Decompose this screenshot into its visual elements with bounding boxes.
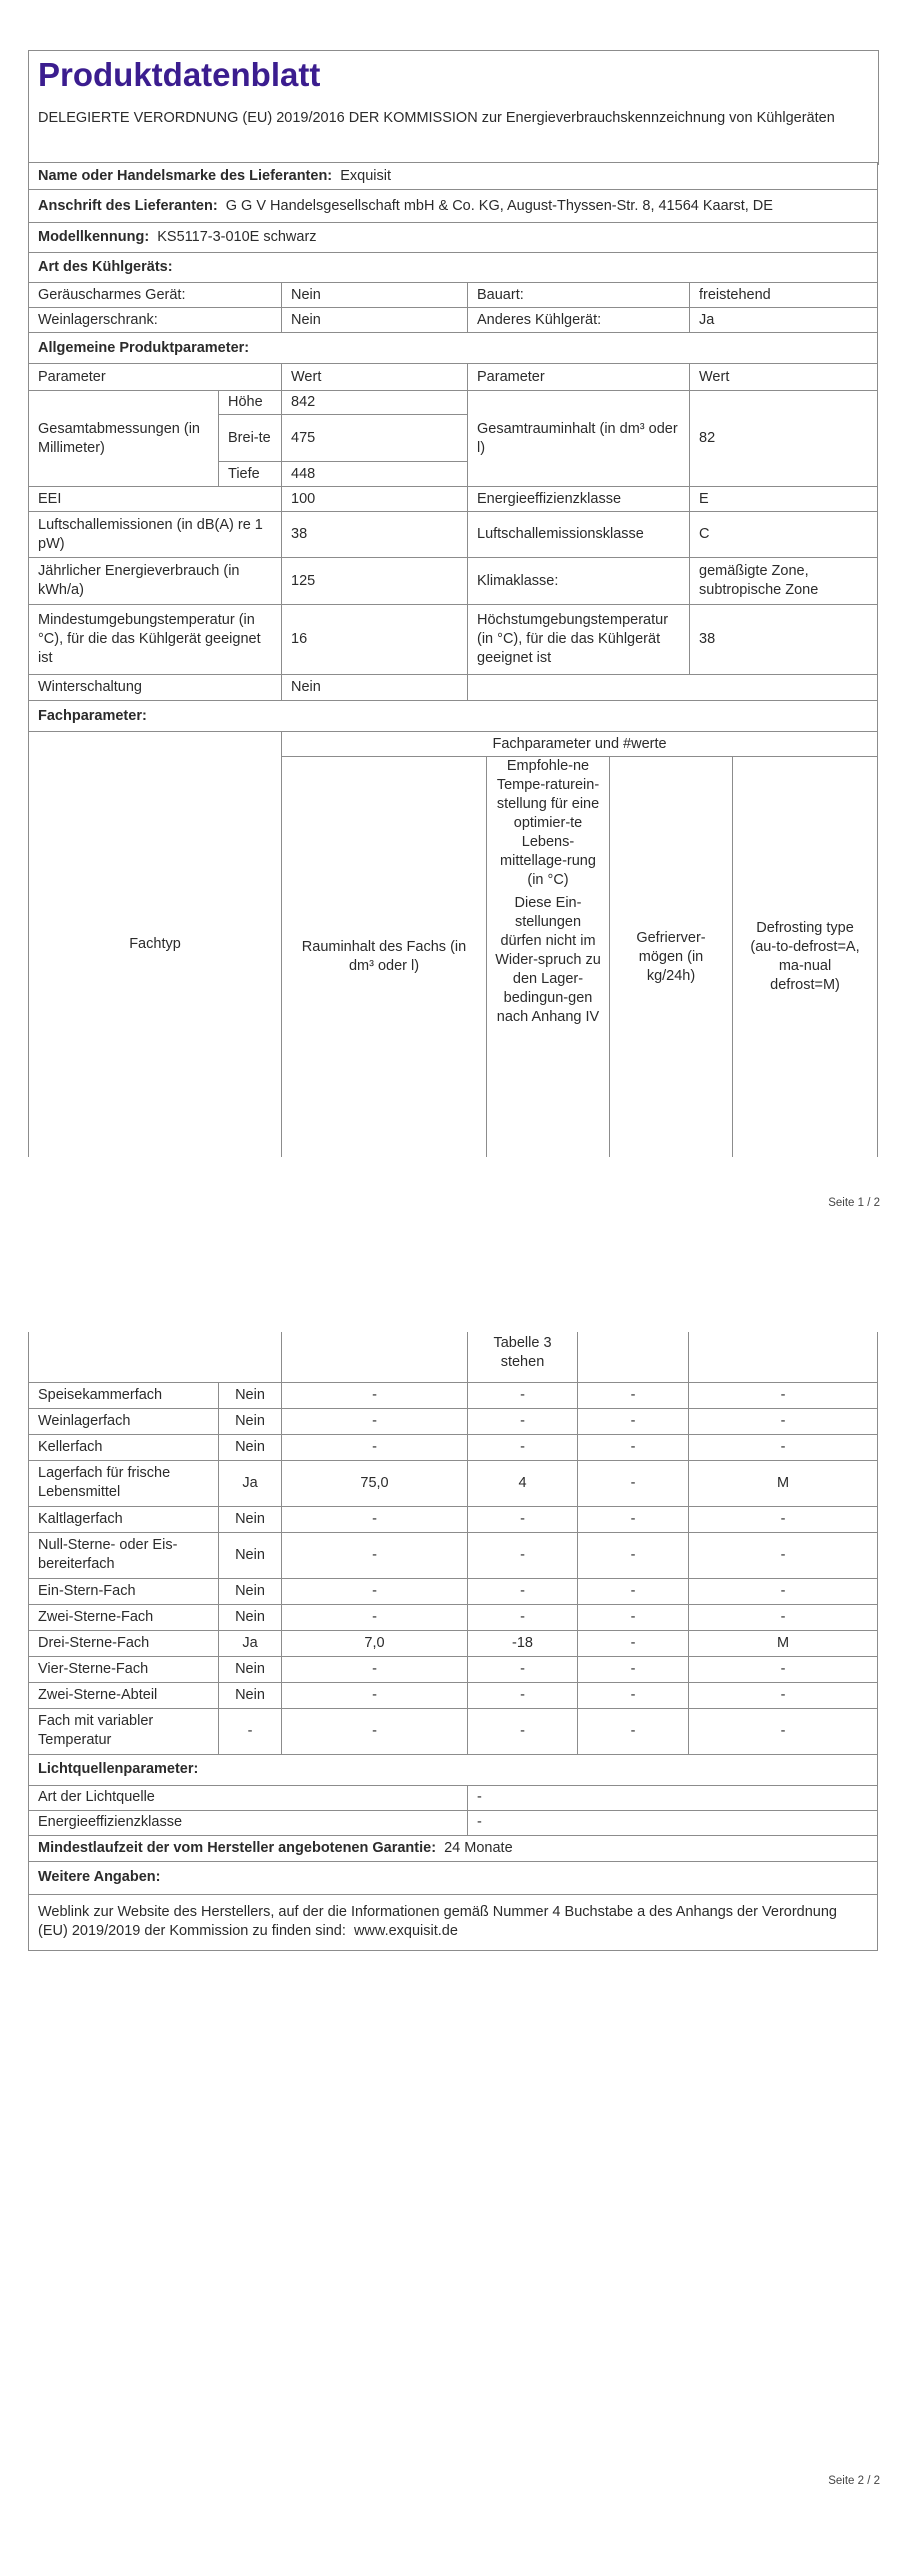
page2-footer: Seite 2 / 2 <box>828 2475 880 2487</box>
compartment-row <box>29 1532 878 1578</box>
col-volume-header: Rauminhalt des Fachs (in dm³ oder l) <box>282 757 487 1157</box>
compartment-present: Nein <box>219 1656 282 1682</box>
warranty-value: 24 Monate <box>444 1839 513 1856</box>
page1-table <box>28 162 878 1157</box>
compartment-row <box>29 1630 878 1656</box>
other-appliance-value: Ja <box>690 308 878 333</box>
compartment-temp: 4 <box>468 1460 578 1506</box>
compartment-present: Nein <box>219 1578 282 1604</box>
compartment-volume: - <box>282 1578 468 1604</box>
compartment-freeze: - <box>578 1604 689 1630</box>
noise-value: 38 <box>282 512 468 558</box>
noise-class-label: Luftschallemissionsklasse <box>468 512 690 558</box>
climate-class-value: gemäßigte Zone, subtropische Zone <box>690 558 878 605</box>
compartment-present: Nein <box>219 1382 282 1408</box>
width-value: 475 <box>282 415 468 462</box>
col-freeze-header: Gefrierver-mögen (in kg/24h) <box>610 757 733 1157</box>
compartment-volume: - <box>282 1434 468 1460</box>
supplier-value: Exquisit <box>340 167 391 184</box>
model-row <box>29 223 878 253</box>
compartment-defrost: - <box>689 1382 878 1408</box>
wine-cabinet-label: Weinlagerschrank: <box>29 308 282 333</box>
compartment-name: Ein-Stern-Fach <box>29 1578 219 1604</box>
compartment-freeze: - <box>578 1506 689 1532</box>
compartment-present: Nein <box>219 1506 282 1532</box>
depth-value: 448 <box>282 462 468 487</box>
warranty-row <box>29 1835 878 1861</box>
compartment-freeze: - <box>578 1682 689 1708</box>
compartment-temp: - <box>468 1506 578 1532</box>
compartment-volume: - <box>282 1708 468 1754</box>
further-heading: Weitere Angaben: <box>29 1861 878 1894</box>
depth-label: Tiefe <box>219 462 282 487</box>
compartment-row <box>29 1460 878 1506</box>
col-compartment-type: Fachtyp <box>29 732 282 1158</box>
compartment-freeze: - <box>578 1656 689 1682</box>
model-label: Modellkennung: <box>38 229 150 245</box>
total-volume-value: 82 <box>690 391 878 487</box>
compartment-volume: - <box>282 1408 468 1434</box>
noise-label: Luftschallemissionen (in dB(A) re 1 pW) <box>29 512 282 558</box>
col-param-header: Parameter <box>29 364 282 391</box>
compartment-name: Weinlagerfach <box>29 1408 219 1434</box>
page1-footer: Seite 1 / 2 <box>828 1197 880 1209</box>
compartment-temp: - <box>468 1682 578 1708</box>
climate-class-label: Klimaklasse: <box>468 558 690 605</box>
compartment-defrost: M <box>689 1460 878 1506</box>
regulation-text: DELEGIERTE VERORDNUNG (EU) 2019/2016 DER KOMMISSION zur Energieverbrauchskennzeichnung von Kühlgeräten <box>38 110 835 126</box>
compartment-present: Ja <box>219 1460 282 1506</box>
compartment-defrost: - <box>689 1604 878 1630</box>
compartment-temp: - <box>468 1434 578 1460</box>
compartment-defrost: - <box>689 1434 878 1460</box>
low-noise-value: Nein <box>282 283 468 308</box>
compartment-temp: - <box>468 1708 578 1754</box>
winter-mode-label: Winterschaltung <box>29 675 282 701</box>
page-title: Produktdatenblatt <box>38 56 321 93</box>
col-temp-part3: Tabelle 3 stehen <box>468 1332 578 1382</box>
compartment-freeze: - <box>578 1630 689 1656</box>
energy-class-label: Energieeffizienzklasse <box>468 487 690 512</box>
compartment-name: Zwei-Sterne-Abteil <box>29 1682 219 1708</box>
compartment-defrost: - <box>689 1656 878 1682</box>
compartment-row <box>29 1434 878 1460</box>
light-class-label: Energieeffizienzklasse <box>29 1810 468 1835</box>
other-appliance-label: Anderes Kühlgerät: <box>468 308 690 333</box>
compartment-row <box>29 1578 878 1604</box>
compartment-defrost: - <box>689 1708 878 1754</box>
page2-table <box>28 1332 878 1951</box>
compartment-name: Fach mit variabler Temperatur <box>29 1708 219 1754</box>
compartment-volume: - <box>282 1656 468 1682</box>
compartment-present: Nein <box>219 1682 282 1708</box>
design-value: freistehend <box>690 283 878 308</box>
compartment-freeze: - <box>578 1434 689 1460</box>
compartment-name: Drei-Sterne-Fach <box>29 1630 219 1656</box>
compartment-volume: - <box>282 1532 468 1578</box>
compartment-present: Ja <box>219 1630 282 1656</box>
compartment-temp: - <box>468 1382 578 1408</box>
compartment-row <box>29 1682 878 1708</box>
further-row <box>29 1894 878 1950</box>
height-value: 842 <box>282 391 468 415</box>
compartment-freeze: - <box>578 1408 689 1434</box>
compartment-name: Vier-Sterne-Fach <box>29 1656 219 1682</box>
eei-value: 100 <box>282 487 468 512</box>
width-label: Brei-te <box>219 415 282 462</box>
compartment-name: Zwei-Sterne-Fach <box>29 1604 219 1630</box>
general-heading: Allgemeine Produktparameter: <box>29 333 878 364</box>
compartment-freeze: - <box>578 1532 689 1578</box>
light-type-value: - <box>468 1785 878 1810</box>
compartment-present: Nein <box>219 1408 282 1434</box>
compartment-present: Nein <box>219 1434 282 1460</box>
model-value: KS5117-3-010E schwarz <box>157 229 317 245</box>
winter-mode-value: Nein <box>282 675 468 701</box>
continued-freeze-cell <box>578 1332 689 1382</box>
dimensions-label: Gesamtabmessungen (in Millimeter) <box>29 391 219 487</box>
light-heading: Lichtquellenparameter: <box>29 1754 878 1785</box>
compartment-name: Null-Sterne- oder Eis-bereiterfach <box>29 1532 219 1578</box>
appliance-type-heading: Art des Kühlgeräts: <box>29 253 878 283</box>
design-label: Bauart: <box>468 283 690 308</box>
manufacturer-link[interactable]: www.exquisit.de <box>353 1923 458 1939</box>
compartment-row <box>29 1708 878 1754</box>
compartment-row <box>29 1382 878 1408</box>
warranty-label: Mindestlaufzeit der vom Hersteller angebotenen Garantie: <box>38 1839 437 1856</box>
compartment-temp: - <box>468 1604 578 1630</box>
compartment-name: Kellerfach <box>29 1434 219 1460</box>
compartment-temp: - <box>468 1408 578 1434</box>
address-label: Anschrift des Lieferanten: <box>38 197 218 214</box>
compartment-present: Nein <box>219 1604 282 1630</box>
continued-volume-cell <box>282 1332 468 1382</box>
supplier-label: Name oder Handelsmarke des Lieferanten: <box>38 167 333 184</box>
compartment-volume: - <box>282 1382 468 1408</box>
further-text: Weblink zur Website des Herstellers, auf der die Informationen gemäß Nummer 4 Buchstabe a des Anhangs der Verordnung (EU) 2019/2019 der Kommission zu finden sind: <box>38 1904 838 1939</box>
compartment-defrost: - <box>689 1408 878 1434</box>
address-value: G G V Handelsgesellschaft mbH & Co. KG, August-Thyssen-Str. 8, 41564 Kaarst, DE <box>225 197 773 214</box>
compartment-temp: - <box>468 1532 578 1578</box>
col-temp-part1: Empfohle-ne Tempe-raturein-stellung für eine optimier-te Lebens-mittellage-rung (in °C) <box>496 758 600 888</box>
compartment-columns-header <box>282 757 878 1158</box>
col-value-header: Wert <box>282 364 468 391</box>
compartment-row <box>29 1408 878 1434</box>
continued-type-cell <box>29 1332 282 1382</box>
compartment-row <box>29 1506 878 1532</box>
eei-label: EEI <box>29 487 282 512</box>
max-temp-value: 38 <box>690 605 878 675</box>
address-row <box>29 190 878 223</box>
min-temp-value: 16 <box>282 605 468 675</box>
compartment-present: Nein <box>219 1532 282 1578</box>
low-noise-label: Geräuscharmes Gerät: <box>29 283 282 308</box>
light-class-value: - <box>468 1810 878 1835</box>
compartment-group-header: Fachparameter und #werte <box>282 732 878 757</box>
compartment-name: Lagerfach für frische Lebensmittel <box>29 1460 219 1506</box>
compartment-rows <box>29 1382 878 1754</box>
compartments-heading: Fachparameter: <box>29 701 878 732</box>
annual-energy-label: Jährlicher Energieverbrauch (in kWh/a) <box>29 558 282 605</box>
compartment-defrost: - <box>689 1506 878 1532</box>
min-temp-label: Mindestumgebungstemperatur (in °C), für die das Kühlgerät geeignet ist <box>29 605 282 675</box>
compartment-defrost: - <box>689 1532 878 1578</box>
compartment-freeze: - <box>578 1578 689 1604</box>
energy-class-value: E <box>690 487 878 512</box>
compartment-row <box>29 1656 878 1682</box>
compartment-present: - <box>219 1708 282 1754</box>
compartment-freeze: - <box>578 1382 689 1408</box>
light-type-label: Art der Lichtquelle <box>29 1785 468 1810</box>
compartment-volume: 7,0 <box>282 1630 468 1656</box>
compartment-temp: - <box>468 1656 578 1682</box>
compartment-volume: - <box>282 1506 468 1532</box>
compartment-freeze: - <box>578 1460 689 1506</box>
compartment-name: Speisekammerfach <box>29 1382 219 1408</box>
compartment-defrost: - <box>689 1578 878 1604</box>
total-volume-label: Gesamtrauminhalt (in dm³ oder l) <box>468 391 690 487</box>
compartment-temp: - <box>468 1578 578 1604</box>
compartment-volume: - <box>282 1604 468 1630</box>
empty-cell <box>468 675 878 701</box>
compartment-row <box>29 1604 878 1630</box>
col-defrost-header: Defrosting type (au-to-defrost=A, ma-nual defrost=M) <box>750 920 860 993</box>
wine-cabinet-value: Nein <box>282 308 468 333</box>
max-temp-label: Höchstumgebungstemperatur (in °C), für die das Kühlgerät geeignet ist <box>468 605 690 675</box>
compartment-freeze: - <box>578 1708 689 1754</box>
compartment-name: Kaltlagerfach <box>29 1506 219 1532</box>
continued-defrost-cell <box>689 1332 878 1382</box>
compartment-defrost: M <box>689 1630 878 1656</box>
supplier-row <box>29 163 878 190</box>
noise-class-value: C <box>690 512 878 558</box>
compartment-defrost: - <box>689 1682 878 1708</box>
height-label: Höhe <box>219 391 282 415</box>
compartment-volume: - <box>282 1682 468 1708</box>
col-param-header-2: Parameter <box>468 364 690 391</box>
compartment-volume: 75,0 <box>282 1460 468 1506</box>
compartment-temp: -18 <box>468 1630 578 1656</box>
col-temp-header <box>487 757 610 1157</box>
col-value-header-2: Wert <box>690 364 878 391</box>
annual-energy-value: 125 <box>282 558 468 605</box>
col-temp-part2: Diese Ein-stellungen dürfen nicht im Wider-spruch zu den Lager-bedingun-gen nach Anhang IV <box>495 895 601 1025</box>
